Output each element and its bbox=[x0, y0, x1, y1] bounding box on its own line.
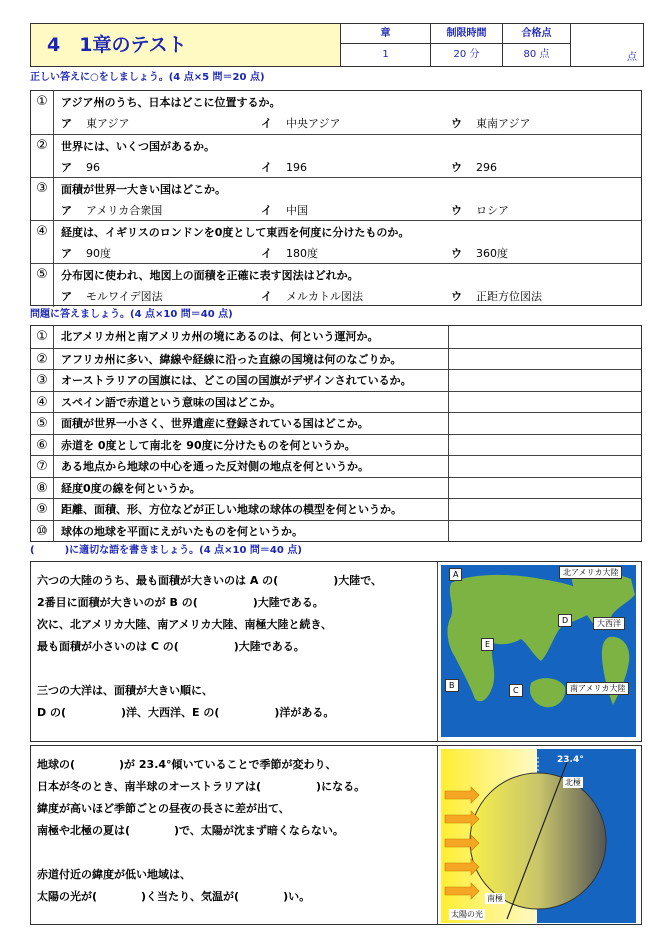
question-text: 北アメリカ州と南アメリカ州の境にあるのは、何という運河か。 bbox=[61, 330, 379, 343]
question-text: ある地点から地球の中心を通った反対側の地点を何というか。 bbox=[61, 460, 369, 473]
map-label-b: B bbox=[445, 679, 459, 692]
short-answer-row bbox=[31, 348, 641, 371]
answer-option[interactable] bbox=[61, 245, 111, 261]
fill-in-line: 日本が冬のとき、南半球のオーストラリアは( )になる。 bbox=[37, 780, 366, 793]
option-letter: ウ bbox=[451, 161, 462, 174]
option-text: 中央アジア bbox=[286, 117, 341, 130]
question-number: ② bbox=[31, 135, 54, 178]
question-text: 面積が世界一大きい国はどこか。 bbox=[61, 183, 226, 196]
option-letter: ア bbox=[61, 290, 72, 303]
option-text: 96 bbox=[86, 161, 100, 174]
answer-box[interactable] bbox=[448, 499, 641, 521]
mc-question-row bbox=[31, 263, 641, 307]
question-number: ⑨ bbox=[31, 499, 54, 521]
answer-option[interactable] bbox=[261, 115, 341, 131]
answer-option[interactable] bbox=[451, 202, 509, 218]
map-label-a: A bbox=[449, 568, 462, 581]
option-letter: ア bbox=[61, 161, 72, 174]
option-letter: イ bbox=[261, 117, 272, 130]
fill-in-line: 2番目に面積が大きいのが B の( )大陸である。 bbox=[37, 596, 324, 609]
question-text: 分布図に使われ、地図上の面積を正確に表す図法はどれか。 bbox=[61, 269, 359, 282]
earth-tilt-svg bbox=[441, 749, 636, 923]
time-limit-cell bbox=[431, 24, 503, 66]
south-pole-label: 南極 bbox=[487, 894, 503, 903]
mc-question-row bbox=[31, 177, 641, 221]
option-letter: イ bbox=[261, 204, 272, 217]
test-header bbox=[30, 23, 644, 67]
block-divider-2 bbox=[437, 746, 438, 924]
option-text: ロシア bbox=[476, 204, 509, 217]
earth-tilt-diagram bbox=[441, 749, 636, 923]
question-text: 世界には、いくつ国があるか。 bbox=[61, 140, 215, 153]
question-text: アフリカ州に多い、緯線や経線に沿った直線の国境は何のなごりか。 bbox=[61, 352, 402, 366]
option-letter: イ bbox=[261, 161, 272, 174]
map-label-d: D bbox=[558, 614, 572, 627]
answer-box[interactable] bbox=[448, 392, 641, 414]
world-map-svg bbox=[441, 565, 636, 737]
question-number: ⑤ bbox=[31, 413, 54, 435]
question-number: ① bbox=[31, 91, 54, 134]
earth-globe bbox=[470, 773, 606, 909]
option-text: アメリカ合衆国 bbox=[86, 204, 163, 217]
mc-question-row bbox=[31, 91, 641, 134]
chapter-cell bbox=[341, 24, 431, 66]
question-number: ④ bbox=[31, 221, 54, 264]
question-number: ⑧ bbox=[31, 478, 54, 500]
option-letter: ウ bbox=[451, 290, 462, 303]
option-letter: ウ bbox=[451, 247, 462, 260]
fill-in-line: D の( )洋、大西洋、E の( )洋がある。 bbox=[37, 706, 335, 719]
question-number: ⑥ bbox=[31, 435, 54, 457]
mc-question-row bbox=[31, 220, 641, 264]
score-cell[interactable] bbox=[571, 24, 643, 66]
question-text: オーストラリアの国旗には、どこの国の国旗がデザインされているか。 bbox=[61, 374, 412, 387]
question-number: ① bbox=[31, 326, 54, 348]
answer-box[interactable] bbox=[448, 370, 641, 392]
fill-in-line: 次に、北アメリカ大陸、南アメリカ大陸、南極大陸と続き、 bbox=[37, 618, 333, 631]
sunlight-label: 太陽の光 bbox=[451, 910, 483, 919]
continents-fill-block bbox=[30, 561, 642, 742]
question-text: アジア州のうち、日本はどこに位置するか。 bbox=[61, 96, 281, 109]
fill-in-line: 南極や北極の夏は( )で、太陽が沈まず暗くならない。 bbox=[37, 824, 344, 837]
option-text: 296 bbox=[476, 161, 497, 174]
answer-option[interactable] bbox=[451, 159, 497, 175]
answer-option[interactable] bbox=[261, 159, 307, 175]
short-answer-row bbox=[31, 412, 641, 435]
multiple-choice-table bbox=[30, 90, 642, 306]
short-answer-row bbox=[31, 369, 641, 392]
option-letter: ウ bbox=[451, 204, 462, 217]
option-text: 180度 bbox=[286, 247, 318, 260]
australia-land bbox=[530, 678, 565, 707]
option-text: 正距方位図法 bbox=[476, 290, 542, 303]
fill-in-line: 三つの大洋は、面積が大きい順に、 bbox=[37, 684, 213, 697]
question-number: ② bbox=[31, 349, 54, 371]
map-label-north-america: 北アメリカ大陸 bbox=[559, 566, 622, 579]
map-label-e: E bbox=[481, 638, 494, 651]
option-text: メルカトル図法 bbox=[286, 290, 363, 303]
answer-option[interactable] bbox=[61, 288, 163, 304]
score-unit: 点 bbox=[627, 52, 637, 63]
option-text: 90度 bbox=[86, 247, 111, 260]
option-letter: ア bbox=[61, 247, 72, 260]
mc-question-row bbox=[31, 134, 641, 178]
question-number: ⑩ bbox=[31, 521, 54, 543]
seasons-fill-block bbox=[30, 745, 642, 925]
section3-heading: ( )に適切な語を書きましょう。(4 点×10 問＝40 点) bbox=[30, 545, 302, 556]
chapter-value: 1 bbox=[382, 49, 389, 60]
option-text: 東南アジア bbox=[476, 117, 531, 130]
short-answer-row bbox=[31, 326, 641, 348]
world-map bbox=[441, 565, 636, 737]
option-text: 196 bbox=[286, 161, 307, 174]
question-text: 距離、面積、形、方位などが正しい地球の球体の模型を何というか。 bbox=[61, 503, 402, 516]
short-answer-row bbox=[31, 434, 641, 457]
question-number: ③ bbox=[31, 178, 54, 221]
option-letter: イ bbox=[261, 290, 272, 303]
answer-option[interactable] bbox=[451, 288, 542, 304]
fill-in-line: 緯度が高いほど季節ごとの昼夜の長さに差が出て、 bbox=[37, 802, 290, 815]
question-text: 経度は、イギリスのロンドンを0度として東西を何度に分けたものか。 bbox=[61, 226, 410, 239]
option-text: 360度 bbox=[476, 247, 508, 260]
question-text: 球体の地球を平面にえがいたものを何というか。 bbox=[61, 524, 303, 538]
question-number: ④ bbox=[31, 392, 54, 414]
answer-box[interactable] bbox=[448, 456, 641, 478]
fill-in-line: 六つの大陸のうち、最も面積が大きいのは A の( )大陸で、 bbox=[37, 574, 383, 587]
fill-in-line: 赤道付近の緯度が低い地域は、 bbox=[37, 868, 191, 881]
fill-in-line: 最も面積が小さいのは C の( )大陸である。 bbox=[37, 640, 305, 653]
time-limit-value: 20 分 bbox=[453, 49, 480, 60]
section2-heading: 問題に答えましょう。(4 点×10 問＝40 点) bbox=[30, 309, 233, 320]
map-label-south-america: 南アメリカ大陸 bbox=[566, 682, 629, 695]
fill-in-line: 地球の( )が 23.4°傾いていることで季節が変わり、 bbox=[37, 758, 337, 771]
map-label-atlantic: 大西洋 bbox=[593, 617, 625, 630]
option-letter: ウ bbox=[451, 117, 462, 130]
option-text: 中国 bbox=[286, 204, 308, 217]
option-letter: ア bbox=[61, 204, 72, 217]
option-letter: ア bbox=[61, 117, 72, 130]
answer-box[interactable] bbox=[448, 478, 641, 500]
answer-option[interactable] bbox=[451, 245, 508, 261]
answer-box[interactable] bbox=[448, 521, 641, 543]
answer-option[interactable] bbox=[261, 202, 308, 218]
answer-option[interactable] bbox=[261, 288, 363, 304]
passing-score-label: 合格点 bbox=[503, 24, 570, 44]
map-label-c: C bbox=[509, 684, 523, 697]
answer-box[interactable] bbox=[448, 413, 641, 435]
fill-in-line: 太陽の光が( )く当たり、気温が( )い。 bbox=[37, 890, 311, 903]
answer-box[interactable] bbox=[448, 326, 641, 348]
short-answer-row bbox=[31, 520, 641, 543]
answer-option[interactable] bbox=[261, 245, 318, 261]
block-divider bbox=[437, 562, 438, 741]
question-text: 面積が世界一小さく、世界遺産に登録されている国はどこか。 bbox=[61, 417, 369, 430]
answer-box[interactable] bbox=[448, 435, 641, 457]
tilt-angle-label: 23.4° bbox=[557, 755, 584, 765]
question-number: ⑤ bbox=[31, 264, 54, 307]
answer-option[interactable] bbox=[451, 115, 531, 131]
option-text: 東アジア bbox=[86, 117, 130, 130]
question-text: 経度0度の線を何というか。 bbox=[61, 481, 201, 495]
question-number: ③ bbox=[31, 370, 54, 392]
question-number: ⑦ bbox=[31, 456, 54, 478]
question-text: スペイン語で赤道という意味の国はどこか。 bbox=[61, 395, 281, 409]
chapter-label: 章 bbox=[341, 24, 430, 44]
section1-heading: 正しい答えに○をしましょう。(4 点×5 問＝20 点) bbox=[30, 72, 265, 83]
question-text: 赤道を 0度として南北を 90度に分けたものを何というか。 bbox=[61, 438, 356, 452]
page-title: 4 1章のテスト bbox=[31, 24, 341, 66]
short-answer-table bbox=[30, 325, 642, 542]
passing-score-value: 80 点 bbox=[523, 49, 550, 60]
time-limit-label: 制限時間 bbox=[431, 24, 502, 44]
passing-score-cell bbox=[503, 24, 571, 66]
answer-option[interactable] bbox=[61, 159, 100, 175]
north-pole-label: 北極 bbox=[565, 778, 581, 787]
answer-option[interactable] bbox=[61, 202, 162, 218]
option-text: モルワイデ図法 bbox=[86, 290, 163, 303]
answer-box[interactable] bbox=[448, 349, 641, 371]
short-answer-row bbox=[31, 477, 641, 500]
short-answer-row bbox=[31, 391, 641, 414]
option-letter: イ bbox=[261, 247, 272, 260]
short-answer-row bbox=[31, 498, 641, 521]
answer-option[interactable] bbox=[61, 115, 130, 131]
short-answer-row bbox=[31, 455, 641, 478]
